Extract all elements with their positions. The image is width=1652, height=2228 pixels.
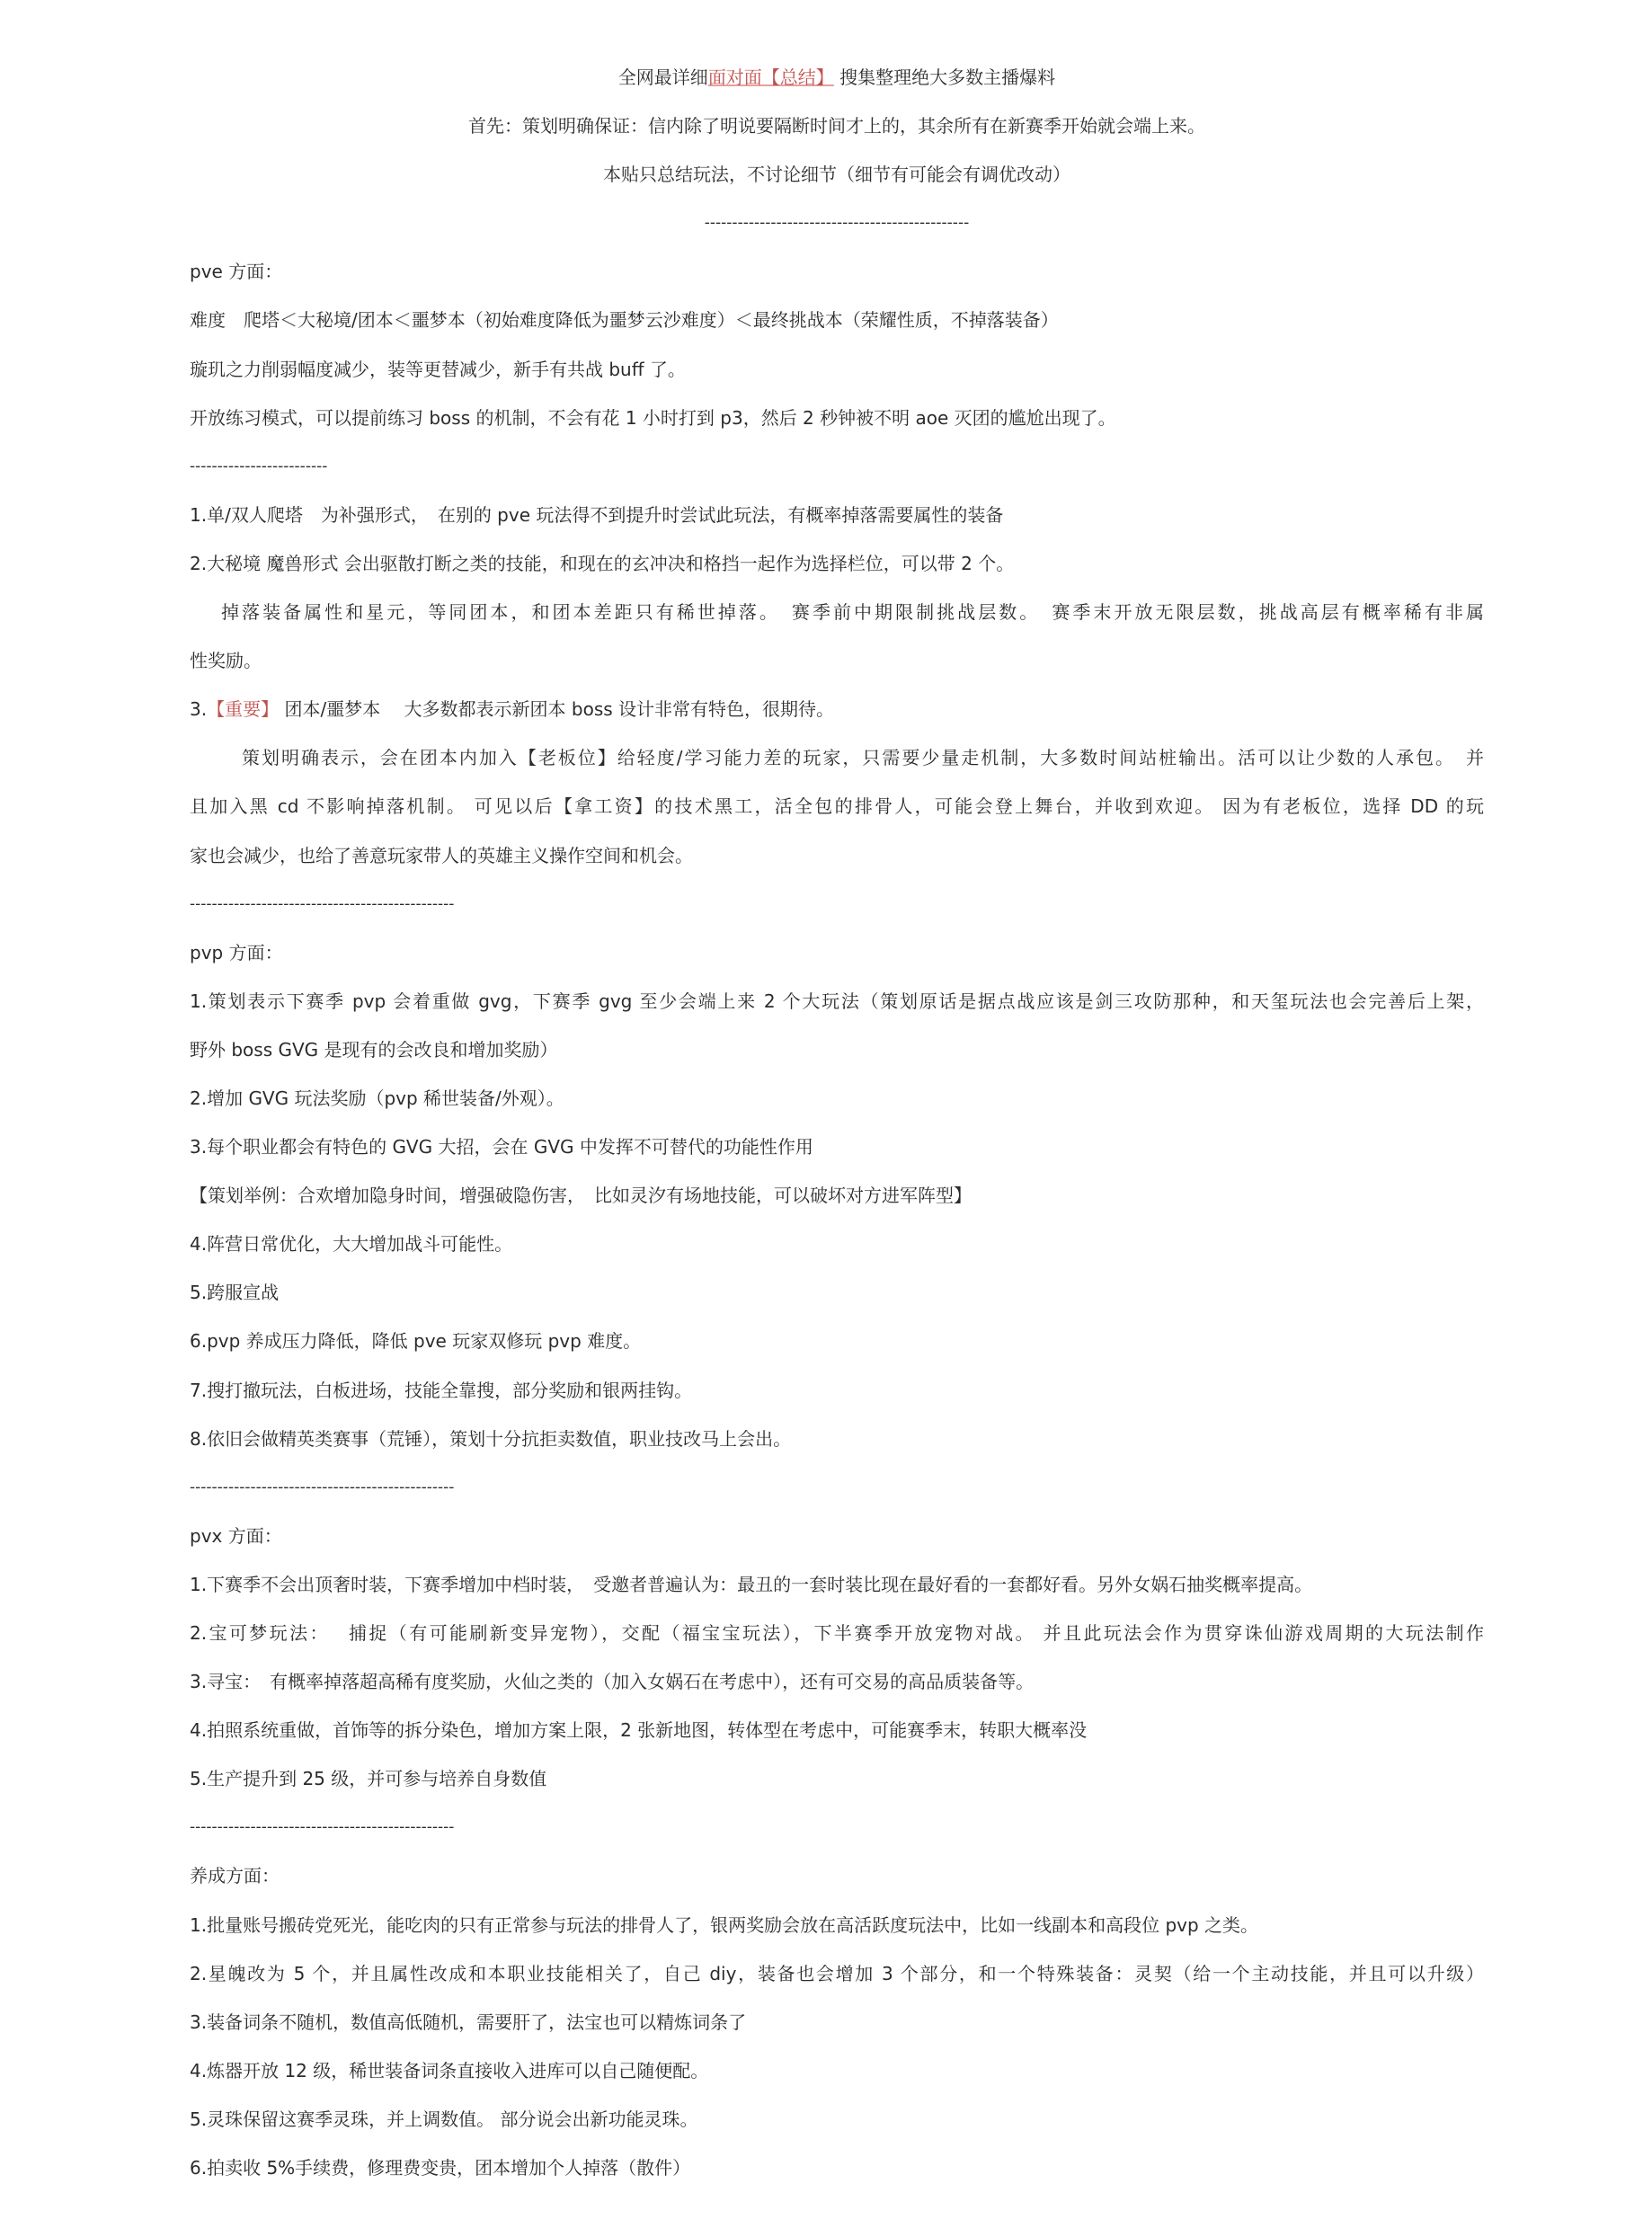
list-item: 3.装备词条不随机，数值高低随机，需要肝了，法宝也可以精炼词条了 [190,2011,747,2033]
list-item: 1.单/双人爬塔 为补强形式， 在别的 pve 玩法得不到提升时尝试此玩法，有概率掉落需要属性的装备 [190,503,1004,526]
section-heading-pvx: pvx 方面： [190,1524,282,1547]
list-item: 5.跨服宣战 [190,1282,280,1304]
list-item: 2.大秘境 魔兽形式 会出驱散打断之类的技能，和现在的玄冲决和格挡一起作为选择栏位，可以带 2 个。 [190,552,1015,574]
title-prefix: 全网最详细 [617,67,708,88]
scope-note: 本贴只总结玩法，不讨论细节（细节有可能会有调优改动） [603,164,1070,186]
list-item-continuation: 野外 boss GVG 是现有的会改良和增加奖励） [190,1038,558,1061]
pve-line: 璇玑之力削弱幅度减少，装等更替减少，新手有共战 buff 了。 [190,358,686,380]
list-item-important [190,685,1484,733]
item-number: 3. [190,698,208,721]
section-heading-growth: 养成方面： [190,1865,280,1887]
list-item: 2.星魄改为 5 个，并且属性改成和本职业技能相关了，自己 diy，装备也会增加 3 个部分，和一个特殊装备：灵契（给一个主动技能，并且可以升级） [190,1962,1484,1984]
list-item: 6.拍卖收 5%手续费，修理费变贵，团本增加个人掉落（散件） [190,2157,691,2179]
divider: ------------------------------------------------ [704,214,970,233]
list-item: 4.阵营日常优化，大大增加战斗可能性。 [190,1233,513,1256]
list-item: 3.每个职业都会有特色的 GVG 大招，会在 GVG 中发挥不可替代的功能性作用 [190,1136,813,1158]
list-item: 1.策划表示下赛季 pvp 会着重做 gvg，下赛季 gvg 至少会端上来 2 个大玩法（策划原话是据点战应该是剑三攻防那种，和天玺玩法也会完善后上架， [190,990,1484,1012]
list-item-continuation: 且加入黑 cd 不影响掉落机制。 可见以后【拿工资】的技术黑工，活全包的排骨人，可能会登上舞台，并收到欢迎。 因为有老板位，选择 DD 的玩 [190,795,1484,818]
list-item-continuation: 掉落装备属性和星元，等同团本，和团本差距只有稀世掉落。 赛季前中期限制挑战层数。 赛季末开放无限层数，挑战高层有概率稀有非属 [221,601,1484,624]
divider: ------------------------------------------------ [190,1478,455,1496]
divider: ------------------------------------------------ [190,894,455,913]
document-title [190,53,1484,102]
list-item: 5.生产提升到 25 级，并可参与培养自身数值 [190,1768,547,1790]
divider: ------------------------------------------------ [190,1818,455,1837]
divider: ------------------------- [190,457,328,475]
list-item: 4.炼器开放 12 级，稀世装备词条直接收入进库可以自己随便配。 [190,2059,709,2082]
list-item: 3.寻宝： 有概率掉落超高稀有度奖励，火仙之类的（加入女娲石在考虑中），还有可交易的高品质装备等。 [190,1671,1035,1693]
list-item-continuation: 性奖励。 [190,650,262,672]
pve-difficulty: 难度 爬塔＜大秘境/团本＜噩梦本（初始难度降低为噩梦云沙难度）＜最终挑战本（荣耀性质，不掉落装备） [190,309,1059,332]
section-heading-pvp: pvp 方面： [190,941,283,963]
guarantee-line: 首先：策划明确保证：信内除了明说要隔断时间才上的，其余所有在新赛季开始就会端上来。 [468,115,1205,138]
title-highlight: 面对面【总结】 [707,67,834,88]
document-body [190,53,1484,2192]
item-text: 团本/噩梦本 大多数都表示新团本 boss 设计非常有特色，很期待。 [279,698,835,721]
pve-line: 开放练习模式，可以提前练习 boss 的机制，不会有花 1 小时打到 p3，然后 2 秒钟被不明 aoe 灭团的尴尬出现了。 [190,406,1116,429]
list-item: 2.增加 GVG 玩法奖励（pvp 稀世装备/外观）。 [190,1087,564,1109]
list-item: 5.灵珠保留这赛季灵珠，并上调数值。 部分说会出新功能灵珠。 [190,2108,698,2130]
list-item: 1.批量账号搬砖党死光，能吃肉的只有正常参与玩法的排骨人了，银两奖励会放在高活跃度玩法中，比如一线副本和高段位 pvp 之类。 [190,1913,1259,1936]
list-item: 2.宝可梦玩法： 捕捉（有可能刷新变异宠物），交配（福宝宝玩法），下半赛季开放宠物对战。 并且此玩法会作为贯穿诛仙游戏周期的大玩法制作 [190,1622,1484,1644]
important-tag: 【重要】 [207,698,280,721]
list-item: 6.pvp 养成压力降低，降低 pve 玩家双修玩 pvp 难度。 [190,1330,642,1353]
list-item-continuation: 策划明确表示，会在团本内加入【老板位】给轻度/学习能力差的玩家，只需要少量走机制，大多数时间站桩输出。活可以让少数的人承包。 并 [242,747,1484,769]
list-item-continuation: 家也会减少，也给了善意玩家带人的英雄主义操作空间和机会。 [190,844,693,866]
list-item: 7.搜打撤玩法，白板进场，技能全靠搜，部分奖励和银两挂钩。 [190,1379,693,1401]
section-heading-pve: pve 方面： [190,261,283,283]
list-item: 1.下赛季不会出顶奢时装，下赛季增加中档时装， 受邀者普遍认为：最丑的一套时装比现在最好看的一套都好看。另外女娲石抽奖概率提高。 [190,1573,1313,1595]
example-note: 【策划举例：合欢增加隐身时间，增强破隐伤害， 比如灵汐有场地技能，可以破坏对方进军阵型】 [190,1185,972,1207]
list-item: 4.拍照系统重做，首饰等的拆分染色，增加方案上限，2 张新地图，转体型在考虑中，可能赛季末，转职大概率没 [190,1719,1088,1742]
title-suffix: 搜集整理绝大多数主播爆料 [833,67,1056,88]
list-item: 8.依旧会做精英类赛事（荒锤），策划十分抗拒卖数值，职业技改马上会出。 [190,1427,792,1450]
